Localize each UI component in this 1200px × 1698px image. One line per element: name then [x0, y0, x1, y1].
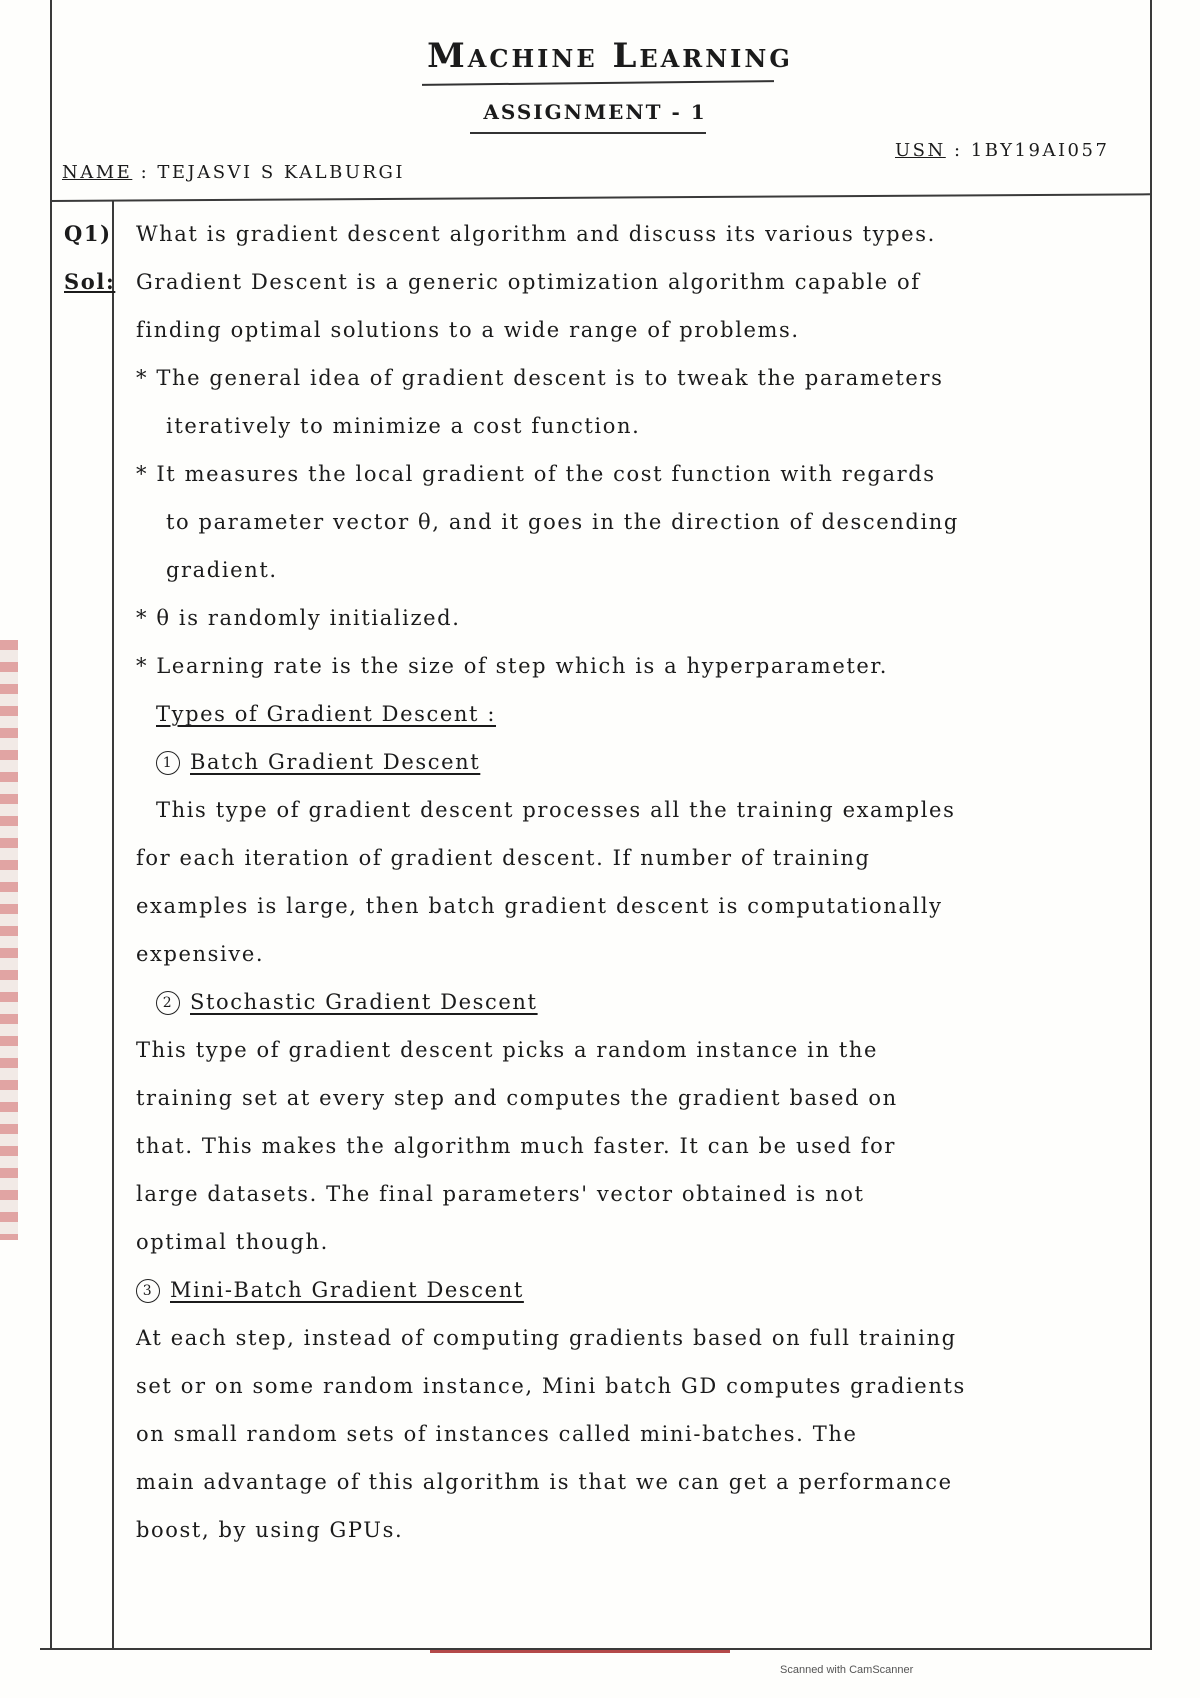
name-label: NAME	[62, 162, 133, 183]
types-heading: Types of Gradient Descent :	[156, 702, 496, 726]
scanner-watermark: Scanned with CamScanner	[780, 1664, 914, 1676]
type-line: set or on some random instance, Mini batch GD computes gradients	[136, 1374, 966, 1398]
usn-value: 1BY19AI057	[970, 140, 1110, 161]
question-tag: Q1)	[64, 221, 112, 246]
usn-row	[895, 140, 1109, 161]
page-title: Machine Learning	[427, 36, 793, 76]
type-line-row	[58, 786, 1148, 834]
types-heading-row	[58, 690, 1148, 738]
type-line-row	[58, 1314, 1148, 1362]
solution-tag: Sol:	[64, 269, 116, 294]
bullet-continuation-row	[58, 498, 1148, 546]
type-name-mini-batch: Mini-Batch Gradient Descent	[170, 1278, 524, 1302]
bullet-row	[58, 354, 1148, 402]
type-line-row	[58, 930, 1148, 978]
assignment-subtitle: ASSIGNMENT - 1	[483, 100, 707, 124]
type-line: large datasets. The final parameters' vector obtained is not	[136, 1182, 865, 1206]
answer-body	[58, 210, 1148, 1554]
type-line-row	[58, 1074, 1148, 1122]
usn-label: USN	[895, 140, 946, 161]
type-line-row	[58, 1458, 1148, 1506]
title-underline	[422, 80, 774, 86]
bullet-point: * The general idea of gradient descent is to tweak the parameters	[136, 366, 944, 390]
bullet-continuation-row	[58, 546, 1148, 594]
bullet-row	[58, 642, 1148, 690]
type-line-row	[58, 1122, 1148, 1170]
subtitle-underline	[470, 132, 706, 134]
circled-number-2: 2	[156, 991, 180, 1015]
bullet-continuation: to parameter vector θ, and it goes in the direction of descending	[166, 510, 959, 534]
question-row	[58, 210, 1148, 258]
type-line: training set at every step and computes the gradient based on	[136, 1086, 898, 1110]
usn-separator: :	[954, 140, 971, 161]
type-line: This type of gradient descent picks a random instance in the	[136, 1038, 879, 1062]
right-border-line	[1150, 0, 1152, 1650]
type-line: This type of gradient descent processes all the training examples	[156, 798, 956, 822]
type-line-row	[58, 1410, 1148, 1458]
type-line-row	[58, 1218, 1148, 1266]
type-heading-row	[58, 1266, 1148, 1314]
type-line: boost, by using GPUs.	[136, 1518, 404, 1542]
type-line: on small random sets of instances called mini-batches. The	[136, 1422, 858, 1446]
student-name-row	[62, 162, 405, 183]
solution-line: Gradient Descent is a generic optimization algorithm capable of	[136, 270, 921, 294]
bullet-point: * θ is randomly initialized.	[136, 606, 461, 630]
type-line-row	[58, 1506, 1148, 1554]
type-line-row	[58, 1170, 1148, 1218]
left-border-line	[50, 0, 52, 1650]
torn-page-edge	[0, 640, 18, 1240]
bullet-point: * It measures the local gradient of the cost function with regards	[136, 462, 936, 486]
type-name-stochastic: Stochastic Gradient Descent	[190, 990, 538, 1014]
type-heading	[156, 738, 480, 786]
type-line-row	[58, 1362, 1148, 1410]
type-heading-row	[58, 738, 1148, 786]
type-line: main advantage of this algorithm is that we can get a performance	[136, 1470, 953, 1494]
type-line-row	[58, 834, 1148, 882]
solution-row	[58, 258, 1148, 306]
type-line: for each iteration of gradient descent. If number of training	[136, 846, 871, 870]
header-rule	[50, 193, 1150, 202]
type-line-row	[58, 882, 1148, 930]
bullet-continuation-row	[58, 402, 1148, 450]
solution-line-row	[58, 306, 1148, 354]
type-heading	[136, 1266, 524, 1314]
type-heading	[156, 978, 538, 1026]
name-separator: :	[140, 162, 158, 183]
bullet-row	[58, 450, 1148, 498]
type-line: examples is large, then batch gradient descent is computationally	[136, 894, 943, 918]
type-line-row	[58, 1026, 1148, 1074]
bottom-accent-mark	[430, 1650, 730, 1653]
bullet-continuation: iteratively to minimize a cost function.	[166, 414, 641, 438]
type-line: At each step, instead of computing gradients based on full training	[136, 1326, 957, 1350]
type-line: expensive.	[136, 942, 265, 966]
type-line: that. This makes the algorithm much faster. It can be used for	[136, 1134, 897, 1158]
circled-number-1: 1	[156, 751, 180, 775]
type-name-batch: Batch Gradient Descent	[190, 750, 481, 774]
question-text: What is gradient descent algorithm and discuss its various types.	[136, 222, 936, 246]
bullet-continuation: gradient.	[166, 558, 278, 582]
student-name: TEJASVI S KALBURGI	[157, 162, 406, 183]
circled-number-3: 3	[136, 1279, 160, 1303]
bullet-point: * Learning rate is the size of step which is a hyperparameter.	[136, 654, 889, 678]
bullet-row	[58, 594, 1148, 642]
type-heading-row	[58, 978, 1148, 1026]
type-line: optimal though.	[136, 1230, 329, 1254]
solution-line: finding optimal solutions to a wide range of problems.	[136, 318, 800, 342]
